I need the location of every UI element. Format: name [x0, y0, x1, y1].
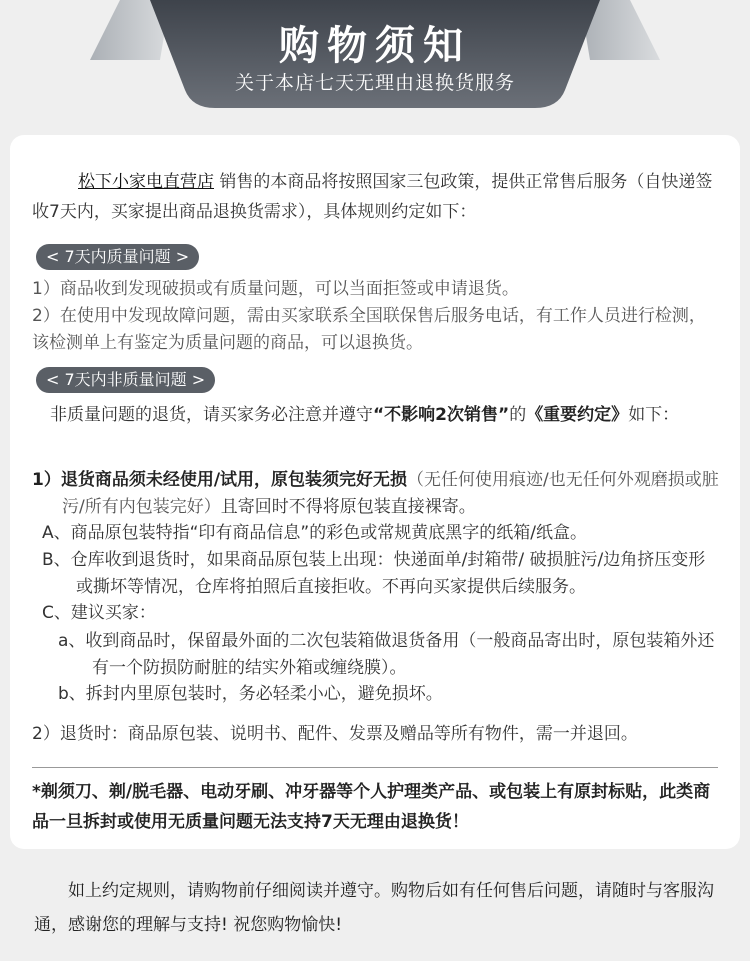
page-title: 购物须知: [279, 23, 471, 69]
intro-text: 销售的本商品将按照国家三包政策，提供正常售后服务（自快递签收7天内，买家提出商品退换货需求），具体规则约定如下：: [32, 172, 713, 222]
rule-c-b: b、拆封内里原包装时，务必轻柔小心，避免损坏。: [58, 684, 443, 704]
rule-c: C、建议买家：: [42, 603, 156, 623]
rule-1-bold: 1）退货商品须未经使用/试用，原包装须完好无损: [32, 470, 408, 490]
lead-connector: 的: [509, 405, 527, 425]
rules-card: [10, 135, 740, 849]
rule-2: 2）退货时：商品原包装、说明书、配件、发票及赠品等所有物件，需一并退回。: [32, 724, 638, 744]
store-name: 松下小家电直营店: [78, 172, 214, 192]
quality-issue-pill: < 7天内质量问题 >: [36, 244, 199, 270]
quality-item-2: 2）在使用中发现故障问题，需由买家联系全国联保售后服务电话，有工作人员进行检测，该检测单上有鉴定为质量问题的商品，可以退换货。: [32, 306, 706, 353]
rule-1-detail: （无任何使用痕迹/也无任何外观磨损或脏污/所有内包装完好）: [62, 470, 719, 517]
closing-paragraph: 如上约定规则，请购物前仔细阅读并遵守。购物后如有任何售后问题，请随时与客服沟通，感谢您的理解与支持! 祝您购物愉快!: [34, 881, 714, 935]
quality-item-1: 1）商品收到发现破损或有质量问题，可以当面拒签或申请退货。: [32, 279, 519, 299]
rule-a: A、商品原包装特指“印有商品信息”的彩色或常规黄底黑字的纸箱/纸盒。: [42, 523, 587, 543]
exception-note: *剃须刀、剃/脱毛器、电动牙刷、冲牙器等个人护理类产品、或包装上有原封标贴，此类商品一旦拆封或使用无质量问题无法支持7天无理由退换货！: [32, 782, 711, 832]
rule-1-tail: 且寄回时不得将原包装直接裸寄。: [220, 497, 476, 517]
non-quality-issue-pill: < 7天内非质量问题 >: [36, 367, 215, 393]
rule-c-a: a、收到商品时，保留最外面的二次包装箱做退货备用（一般商品寄出时，原包装箱外还有一个防损防耐脏的结实外箱或缠绕膜）。: [58, 631, 715, 678]
divider: [32, 767, 718, 768]
non-quality-lead: [50, 402, 720, 429]
page-subtitle: 关于本店七天无理由退换货服务: [234, 72, 515, 94]
rule-1: [32, 467, 722, 521]
lead-emphasis: “不影响2次销售”: [373, 405, 510, 425]
header-banner: [0, 0, 750, 112]
lead-end: 如下：: [628, 405, 680, 425]
rule-b: B、仓库收到退货时，如果商品原包装上出现：快递面单/封箱带/ 破损脏污/边角挤压变形或撕坏等情况，仓库将拍照后直接拒收。不再向买家提供后续服务。: [42, 550, 706, 597]
lead-agreement: 《重要约定》: [526, 405, 629, 425]
lead-text: 非质量问题的退货，请买家务必注意并遵守: [50, 405, 373, 425]
intro-paragraph: [32, 167, 722, 227]
